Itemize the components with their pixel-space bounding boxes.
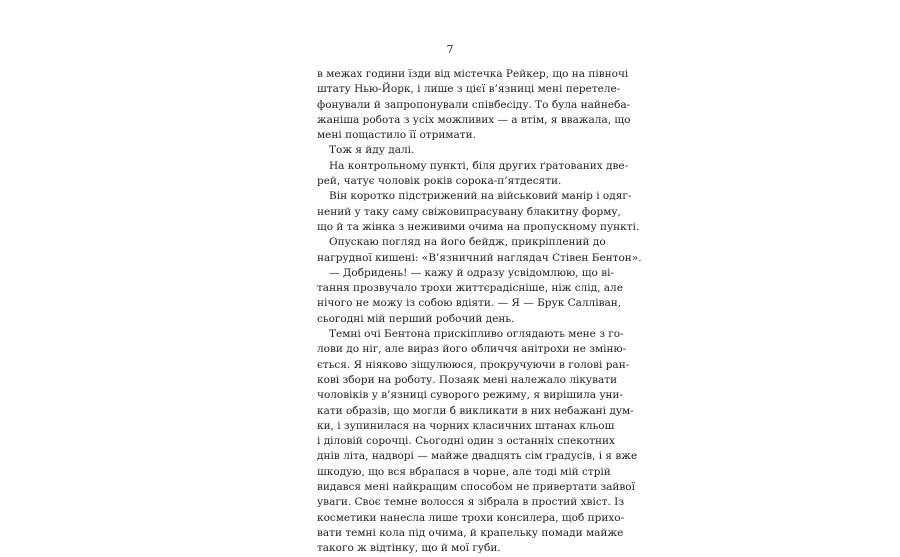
text-line: уваги. Своє темне волосся я зібрала в простий хвіст. Із (317, 496, 625, 509)
body-text (317, 67, 642, 557)
text-line: Він коротко підстрижений на військовий манір і одяг- (329, 190, 632, 203)
text-line: шкодую, що вся вбралася в чорне, але тоді мій стрій (317, 465, 611, 478)
text-line: що й та жінка з неживими очима на пропускному пункті. (317, 220, 640, 233)
text-line: фонували й запропонували співбесіду. То була найнеба- (317, 98, 631, 111)
text-line: лови до ніг, але вираз його обличчя анітрохи не зміню- (317, 343, 627, 356)
text-line: мені пощастило її отримати. (317, 129, 476, 142)
text-line: такого ж відтінку, що й мої губи. (317, 542, 501, 555)
text-line: нагрудної кишені: «В’язничний наглядач Стівен Бентон». (317, 251, 642, 264)
text-line: рей, чатує чоловік років сорока-п’ятдесяти. (317, 175, 562, 188)
text-line: ки, і зупинилася на чорних класичних штанах кльош (317, 419, 615, 432)
text-line: нений у таку саму свіжовипрасувану блакитну форму, (317, 205, 621, 218)
text-line: кати образів, що могли б викликати в них небажані дум- (317, 404, 634, 417)
text-line: жаніша робота з усіх можливих — а втім, я вважала, що (317, 113, 631, 126)
text-line: вати темні кола під очима, й крапельку помади майже (317, 526, 624, 539)
text-line: нічого не можу із собою вдіяти. — Я — Брук Салліван, (317, 297, 622, 310)
text-line: видався мені найкращим способом не привертати зайвої (317, 481, 635, 494)
text-line: чоловіків у в’язниці суворого режиму, я вирішила уни- (317, 389, 624, 402)
text-line: і діловій сорочці. Сьогодні один з останніх спекотних (317, 435, 615, 448)
text-line: Опускаю погляд на його бейдж, прикріплений до (329, 236, 606, 249)
text-line: — Добридень! — кажу й одразу усвідомлюю, що ві- (329, 266, 615, 279)
text-line: косметики нанесла лише трохи консилера, щоб прихо- (317, 511, 625, 524)
text-line: сьогодні мій перший робочий день. (317, 312, 515, 325)
text-line: Темні очі Бентона прискіпливо оглядають мене з го- (329, 328, 624, 341)
text-line: штату Нью-Йорк, і лише з цієї в’язниці мені перетеле- (317, 83, 621, 96)
text-line: Тож я йду далі. (329, 144, 415, 157)
text-line: в межах години їзди від містечка Рейкер, що на півночі (317, 68, 629, 80)
text-line: ється. Я ніяково зіщулююся, прокручуючи в голові ран- (317, 358, 630, 371)
page-number: 7 (446, 43, 454, 56)
text-line: днів літа, надворі — майже двадцять сім градусів, і я вже (317, 450, 638, 463)
text-line: тання прозвучало трохи життєрадісніше, ніж слід, але (317, 282, 623, 295)
text-line: На контрольному пункті, біля других ґратованих две- (329, 159, 629, 172)
text-line: кові збори на роботу. Позаяк мені належало лікувати (317, 373, 618, 386)
